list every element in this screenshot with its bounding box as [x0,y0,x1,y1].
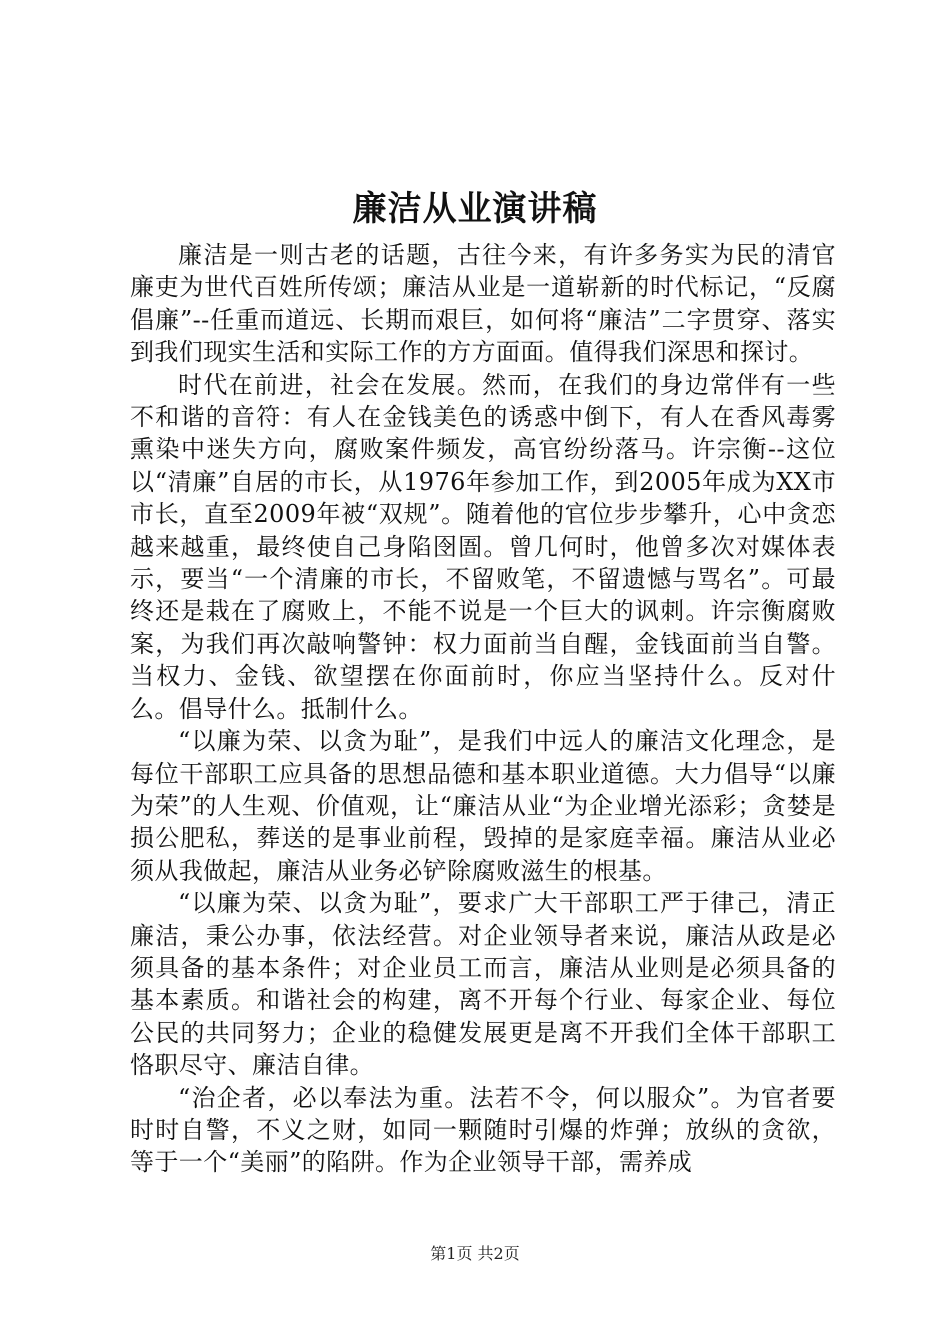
page-number-footer: 第1页 共2页 [430,1244,520,1263]
paragraph-2: 时代在前进，社会在发展。然而，在我们的身边常伴有一些不和谐的音符：有人在金钱美色的诱惑中倒下，有人在香风毒雾熏染中迷失方向，腐败案件频发，高官纷纷落马。许宗衡--这位以“清廉”自居的市长，从1976年参加工作，到2005年成为XX市市长，直至2009年被“双规”。随着他的官位步步攀升，心中贪恋越来越重，最终使自己身陷囹圄。曾几何时，他曾多次对媒体表示，要当“一个清廉的市长，不留败笔，不留遗憾与骂名”。可最终还是栽在了腐败上，不能不说是一个巨大的讽刺。许宗衡腐败案，为我们再次敲响警钟：权力面前当自醒，金钱面前当自警。当权力、金钱、欲望摆在你面前时，你应当坚持什么。反对什么。倡导什么。抵制什么。 [130,370,836,723]
document-title: 廉洁从业演讲稿 [352,189,598,229]
document-body [130,239,836,1179]
paragraph-1: 廉洁是一则古老的话题，古往今来，有许多务实为民的清官廉吏为世代百姓所传颂；廉洁从业是一道崭新的时代标记，“反腐倡廉”--任重而道远、长期而艰巨，如何将“廉洁”二字贯穿、落实到我们现实生活和实际工作的方方面面。值得我们深思和探讨。 [130,241,836,367]
paragraph-5: “治企者，必以奉法为重。法若不令，何以服众”。为官者要时时自警，不义之财，如同一颗随时引爆的炸弹；放纵的贪欲，等于一个“美丽”的陷阱。作为企业领导干部，需养成 [130,1083,836,1177]
paragraph-3: “以廉为荣、以贪为耻”，是我们中远人的廉洁文化理念，是每位干部职工应具备的思想品德和基本职业道德。大力倡导“以廉为荣”的人生观、价值观，让“廉洁从业“为企业增光添彩；贪婪是损公肥私，葬送的是事业前程，毁掉的是家庭幸福。廉洁从业必须从我做起，廉洁从业务必铲除腐败滋生的根基。 [130,727,836,885]
paragraph-4: “以廉为荣、以贪为耻”，要求广大干部职工严于律己，清正廉洁，秉公办事，依法经营。对企业领导者来说，廉洁从政是必须具备的基本条件；对企业员工而言，廉洁从业则是必须具备的基本素质。和谐社会的构建，离不开每个行业、每家企业、每位公民的共同努力；企业的稳健发展更是离不开我们全体干部职工恪职尽守、廉洁自律。 [130,889,836,1080]
